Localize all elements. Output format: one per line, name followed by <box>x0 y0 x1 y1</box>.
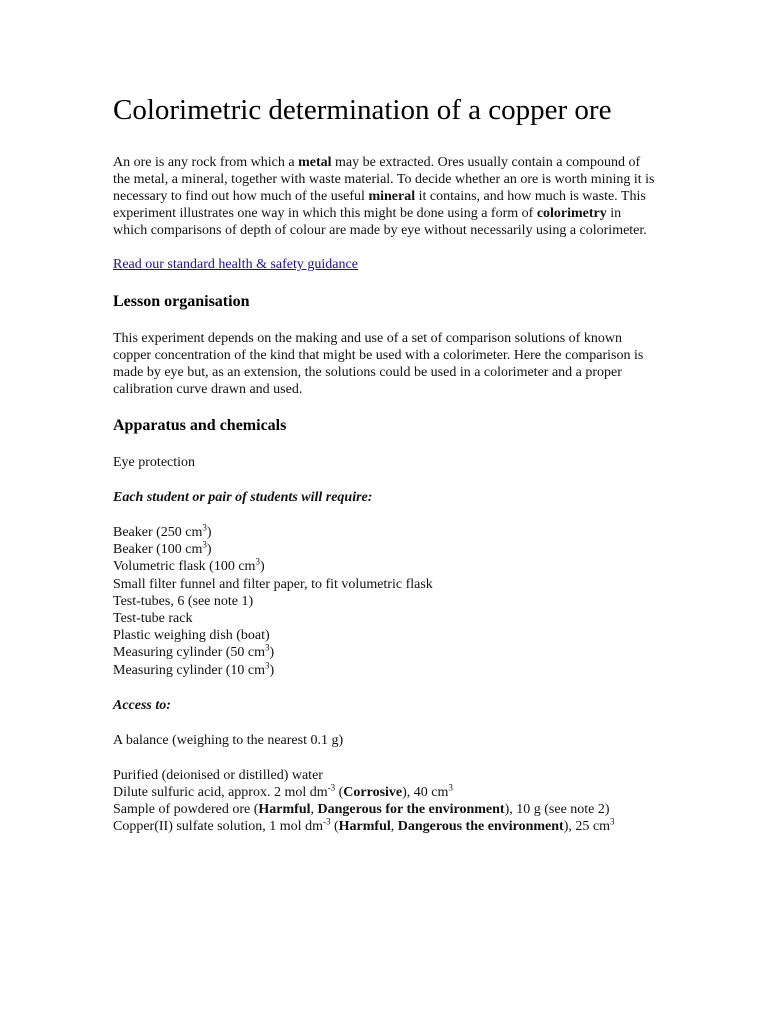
intro-text-3: it contains, and how much is waste. This experiment illustrates one way in which this might be done using a form of <box>113 189 646 221</box>
apparatus-list <box>113 524 658 679</box>
copper-text: ( <box>330 819 339 835</box>
superscript: 3 <box>265 659 270 670</box>
superscript: 3 <box>265 642 270 653</box>
superscript: 3 <box>609 816 615 827</box>
superscript: -3 <box>322 816 331 827</box>
health-safety-link[interactable]: Read our standard health & safety guidance <box>113 257 358 272</box>
bracket: ) <box>206 542 212 558</box>
bracket: ) <box>259 559 265 575</box>
chemicals-list <box>113 767 658 836</box>
list-item <box>113 541 658 558</box>
acid-text: Dilute sulfuric acid, approx. 2 mol dm <box>113 785 328 801</box>
list-item <box>113 558 658 575</box>
list-item <box>113 644 658 661</box>
list-item: Test-tube rack <box>113 611 193 627</box>
eye-protection-text: Eye protection <box>113 455 196 470</box>
hazard-corrosive: Corrosive <box>343 785 403 801</box>
lesson-heading: Lesson organisation <box>113 293 250 310</box>
each-student-heading: Each student or pair of students will require: <box>113 490 373 505</box>
item-volumetric-flask: Volumetric flask (100 cm <box>113 559 256 575</box>
list-item <box>113 784 658 801</box>
page-title: Colorimetric determination of a copper ore <box>113 94 612 126</box>
separator: , <box>390 819 398 835</box>
hazard-environment: Dangerous for the environment <box>317 802 505 818</box>
ore-text: Sample of powdered ore ( <box>113 802 259 818</box>
item-cylinder-10: Measuring cylinder (10 cm <box>113 662 266 678</box>
lesson-paragraph: This experiment depends on the making and use of a set of comparison solutions of known copper concentration of the kind that might be used with a colorimeter. Here the comparison is made by eye but, as an extension, the solutions could be used in a colorimeter and a proper calibration curve drawn and used. <box>113 331 644 397</box>
list-item: Purified (deionised or distilled) water <box>113 767 323 783</box>
apparatus-heading: Apparatus and chemicals <box>113 417 287 434</box>
intro-bold-mineral: mineral <box>368 189 416 204</box>
bracket: ) <box>269 645 275 661</box>
balance-text: A balance (weighing to the nearest 0.1 g) <box>113 732 344 748</box>
intro-bold-colorimetry: colorimetry <box>536 206 607 221</box>
hazard-harmful: Harmful <box>258 802 311 818</box>
item-beaker-250: Beaker (250 cm <box>113 525 203 540</box>
intro-text-2: may be extracted. Ores usually contain a compound of the metal, a mineral, together with waste material. To decide whether an ore is worth mining it is necessary to find out how much of the useful <box>113 155 655 204</box>
list-item: Small filter funnel and filter paper, to fit volumetric flask <box>113 576 433 592</box>
acid-text: ), 40 cm <box>402 785 449 801</box>
copper-text: ), 25 cm <box>563 819 610 835</box>
intro-text-4: in which comparisons of depth of colour are made by eye without necessarily using a colorimeter. <box>113 206 647 238</box>
list-item: Plastic weighing dish (boat) <box>113 628 270 644</box>
superscript: -3 <box>327 782 336 793</box>
item-beaker-100: Beaker (100 cm <box>113 542 203 558</box>
access-to-heading: Access to: <box>113 697 171 713</box>
intro-paragraph <box>113 154 658 239</box>
list-item <box>113 801 658 818</box>
health-safety-paragraph <box>113 256 658 273</box>
superscript: 3 <box>448 782 453 793</box>
document-content <box>113 92 658 836</box>
list-item <box>113 818 658 835</box>
intro-text-1: An ore is any rock from which a <box>113 155 299 170</box>
bracket: ) <box>206 525 212 540</box>
acid-text: ( <box>335 785 344 801</box>
hazard-environment: Dangerous the environment <box>397 819 564 835</box>
superscript: 3 <box>202 522 207 533</box>
list-item: Test-tubes, 6 (see note 1) <box>113 593 254 609</box>
hazard-harmful: Harmful <box>338 819 391 835</box>
list-item <box>113 659 658 679</box>
bracket: ) <box>269 662 275 678</box>
ore-text: ), 10 g (see note 2) <box>504 802 610 818</box>
superscript: 3 <box>255 556 260 567</box>
superscript: 3 <box>202 539 207 550</box>
separator: , <box>310 802 318 818</box>
intro-bold-metal: metal <box>298 155 332 170</box>
copper-text: Copper(II) sulfate solution, 1 mol dm <box>113 819 323 835</box>
list-item <box>113 524 658 541</box>
item-cylinder-50: Measuring cylinder (50 cm <box>113 645 266 661</box>
